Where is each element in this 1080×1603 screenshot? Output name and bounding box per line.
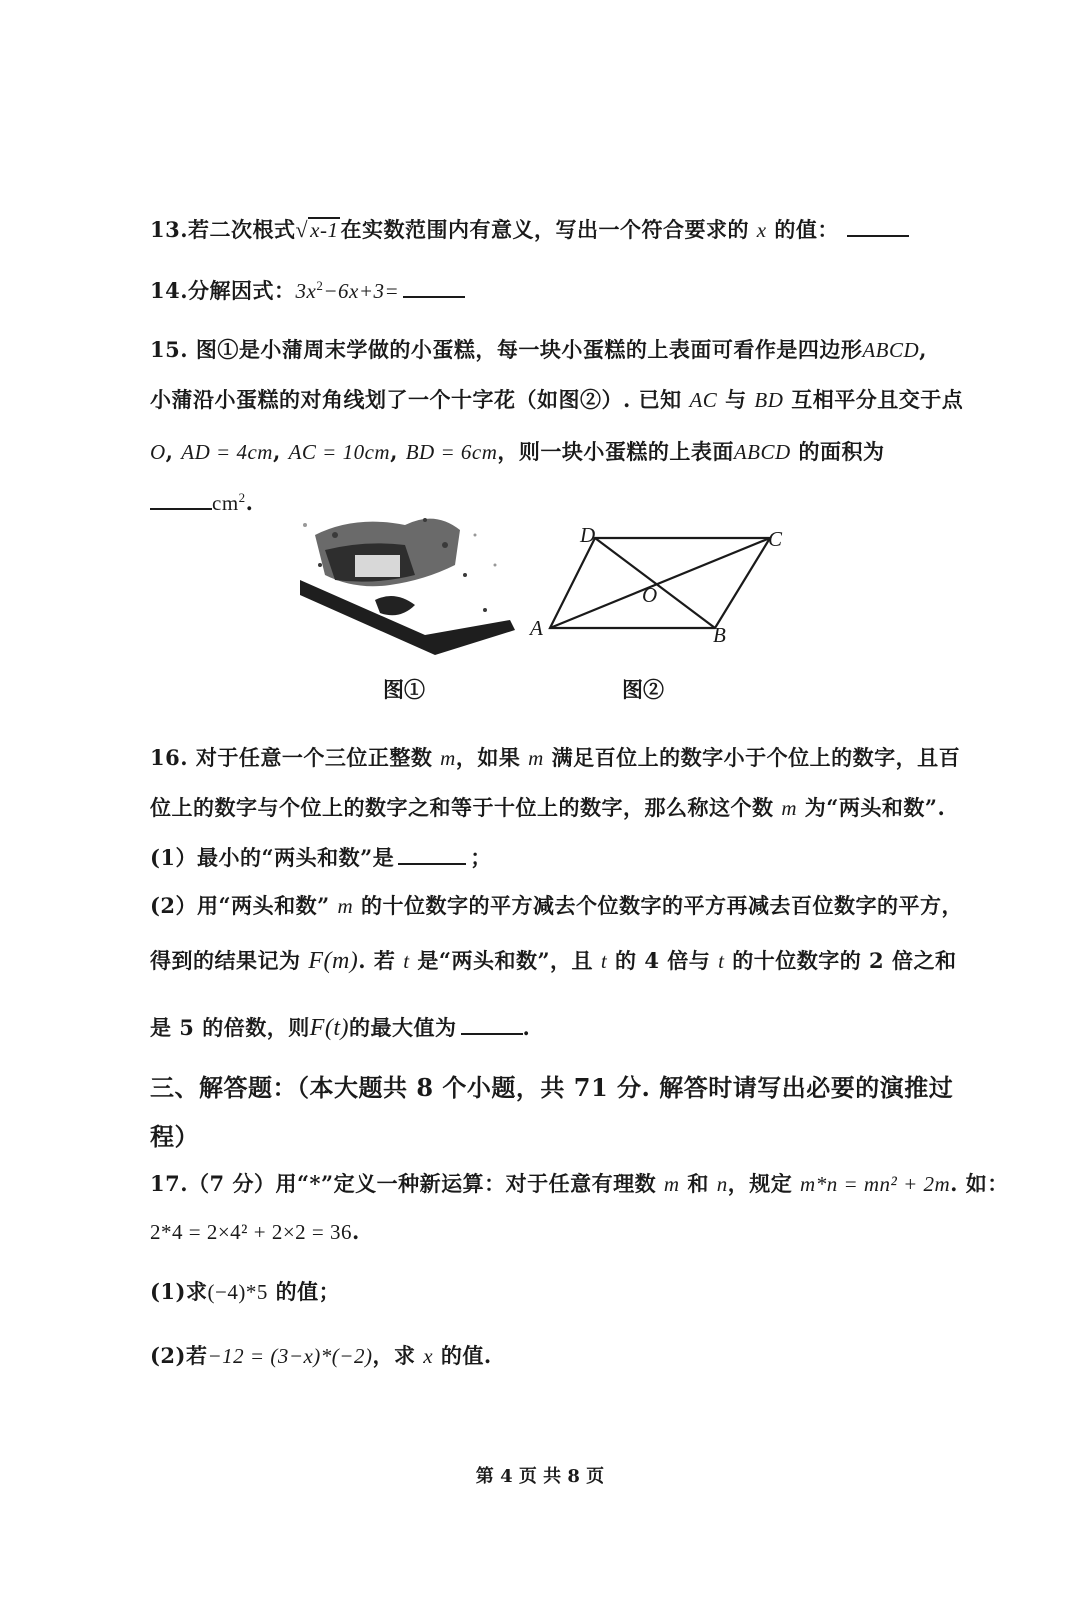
- q13-answer-blank[interactable]: [847, 217, 909, 237]
- q13-text-2: 在实数范围内有意义，写出一个符合要求的: [340, 217, 749, 242]
- q16-ft: F(t): [309, 1015, 350, 1041]
- q17-part2-text-2: ，求: [372, 1343, 416, 1368]
- q16-part2-end: .: [522, 1015, 531, 1040]
- q16-m-2: m: [528, 746, 544, 770]
- q17-part2-expr: −12 = (3−x)*(−2): [207, 1344, 373, 1368]
- q17-part2-x: x: [423, 1344, 434, 1368]
- q16-text-2: ，如果: [455, 745, 521, 770]
- q17-part1-expr: (−4)*5: [207, 1280, 268, 1304]
- q15-line-1: 15. 图①是小蒲周末学做的小蛋糕，每一块小蛋糕的上表面可看作是四边形ABCD,: [150, 337, 927, 362]
- q16-line-1: [150, 742, 960, 772]
- q16-m-4: m: [337, 894, 354, 918]
- figure-2-parallelogram: [525, 520, 795, 650]
- q16-part1-blank[interactable]: [398, 845, 466, 865]
- q15-line-2: [150, 384, 963, 414]
- q16-part1-end: ；: [470, 845, 492, 870]
- q15-text-5: 的面积为: [798, 439, 885, 464]
- q15-line-4: $cm^2$.: [150, 490, 253, 516]
- q14-label: 14.分解因式：: [150, 278, 296, 303]
- q15-abcd-2: ABCD: [733, 440, 791, 464]
- q15-bd: BD: [754, 388, 784, 412]
- section-3-heading-2: 程）: [150, 1122, 199, 1151]
- q17-line-1: [150, 1168, 1009, 1198]
- q16-m: m: [440, 746, 456, 770]
- q17-example: 2*4 = 2×4² + 2×2 = 36.: [150, 1219, 360, 1244]
- q16-t-3: t: [718, 949, 725, 973]
- q16-part2-text-7: 的十位数字的 2 倍之和: [732, 948, 957, 973]
- q16-part2-text-2: 的十位数字的平方减去个位数字的平方再减去百位数字的平方，: [361, 893, 964, 918]
- q17-rule: m*n = mn² + 2m: [800, 1172, 951, 1196]
- figure-2-caption: 图②: [622, 677, 664, 702]
- q17-text-3: ，规定: [727, 1171, 793, 1196]
- q17-m: m: [663, 1172, 680, 1196]
- q16-text-3: 满足百位上的数字小于个位上的数字，且百: [551, 745, 961, 770]
- section-3-heading: 三、解答题：（本大题共 8 个小题，共 71 分. 解答时请写出必要的演推过: [150, 1073, 954, 1102]
- q15-text-2: 小蒲沿小蛋糕的对角线划了一个十字花（如图②）. 已知: [150, 387, 682, 412]
- q16-fm: F(m): [308, 948, 359, 974]
- q13-text: 若二次根式: [188, 217, 296, 242]
- q16-text-4: 位上的数字与个位上的数字之和等于十位上的数字，那么称这个数: [150, 795, 774, 820]
- q15-unit: cm: [212, 491, 239, 515]
- q16-part2-blank[interactable]: [461, 1015, 523, 1035]
- q17-text-4: . 如：: [950, 1171, 1009, 1196]
- q15-ac: AC: [689, 388, 718, 412]
- point-c-label: C: [768, 527, 783, 551]
- point-d-label: D: [580, 523, 596, 547]
- q16-text: 16. 对于任意一个三位正整数: [150, 745, 433, 770]
- q16-text-5: 为“两头和数”.: [804, 795, 946, 820]
- q14-line: [150, 275, 465, 305]
- q16-part1: [150, 842, 492, 872]
- q17-part2: [150, 1340, 492, 1370]
- q14-exp: 2: [316, 278, 324, 293]
- q17-example-expr: 2*4 = 2×4² + 2×2 = 36: [150, 1220, 353, 1244]
- q16-part2-line-3: [150, 1012, 530, 1042]
- q14-expr-2: −6x+3=: [323, 279, 400, 303]
- point-a-label: A: [530, 616, 543, 640]
- q15-abcd: ABCD: [862, 338, 920, 362]
- q16-t-2: t: [600, 949, 608, 973]
- q13-sqrt: x-1: [310, 218, 339, 242]
- q14-expr: 3x: [295, 279, 317, 303]
- q17-part2-end: 的值.: [440, 1343, 492, 1368]
- q16-line-2: [150, 792, 945, 822]
- q16-part2-text-5: 是“两头和数”，且: [417, 948, 594, 973]
- q16-part2-text-3: 得到的结果记为: [150, 948, 301, 973]
- q15-unit-exp: 2: [238, 490, 246, 505]
- q17-part1-text: (1)求: [150, 1279, 208, 1304]
- point-b-label: B: [713, 623, 726, 647]
- q16-part2-text: (2）用“两头和数”: [150, 893, 330, 918]
- q13-var: x: [756, 218, 767, 242]
- q17-part1: [150, 1276, 340, 1306]
- q16-part2-line-1: [150, 890, 963, 920]
- q16-t: t: [403, 949, 410, 973]
- q15-with: 与: [725, 387, 747, 412]
- q14-answer-blank[interactable]: [403, 278, 465, 298]
- page-footer: 第 4 页 共 8 页: [475, 1466, 605, 1487]
- q13-text-3: 的值：: [774, 217, 839, 242]
- figure-1-cake-photo: [295, 505, 520, 660]
- q15-ac-len: AC = 10cm: [288, 440, 391, 464]
- q15-o: O: [150, 440, 166, 464]
- q17-part1-end: 的值；: [275, 1279, 341, 1304]
- q15-ad: AD = 4cm: [181, 440, 273, 464]
- q13-number: 13.: [150, 217, 189, 242]
- q16-part1-text: (1）最小的“两头和数”是: [150, 845, 395, 870]
- q15-text-3: 互相平分且交于点: [791, 387, 964, 412]
- q15-bd-len: BD = 6cm: [405, 440, 498, 464]
- q17-part2-text: (2)若: [150, 1343, 208, 1368]
- q17-text-2: 和: [687, 1171, 709, 1196]
- q16-part2-text-8: 是 5 的倍数，则: [150, 1015, 310, 1040]
- q16-part2-text-9: 的最大值为: [349, 1015, 457, 1040]
- q17-n: n: [716, 1172, 728, 1196]
- q15-text-4: ，则一块小蛋糕的上表面: [497, 439, 734, 464]
- figure-1-caption: 图①: [383, 677, 425, 702]
- q15-line-3: O, AD = 4cm, AC = 10cm, BD = 6cm，则一块小蛋糕的上表面ABCD 的面积为: [150, 439, 885, 464]
- q16-part2-text-6: 的 4 倍与: [615, 948, 711, 973]
- q13-line: 13.若二次根式√x-1在实数范围内有意义，写出一个符合要求的 x 的值：: [150, 214, 909, 244]
- q16-part2-line-2: [150, 945, 956, 975]
- q15-answer-blank[interactable]: [150, 490, 212, 510]
- q16-part2-text-4: . 若: [358, 948, 396, 973]
- point-o-label: O: [642, 583, 658, 607]
- q16-m-3: m: [781, 796, 797, 820]
- q15-text: 15. 图①是小蒲周末学做的小蛋糕，每一块小蛋糕的上表面可看作是四边形: [150, 337, 863, 362]
- q17-text: 17.（7 分）用“*”定义一种新运算：对于任意有理数: [150, 1171, 657, 1196]
